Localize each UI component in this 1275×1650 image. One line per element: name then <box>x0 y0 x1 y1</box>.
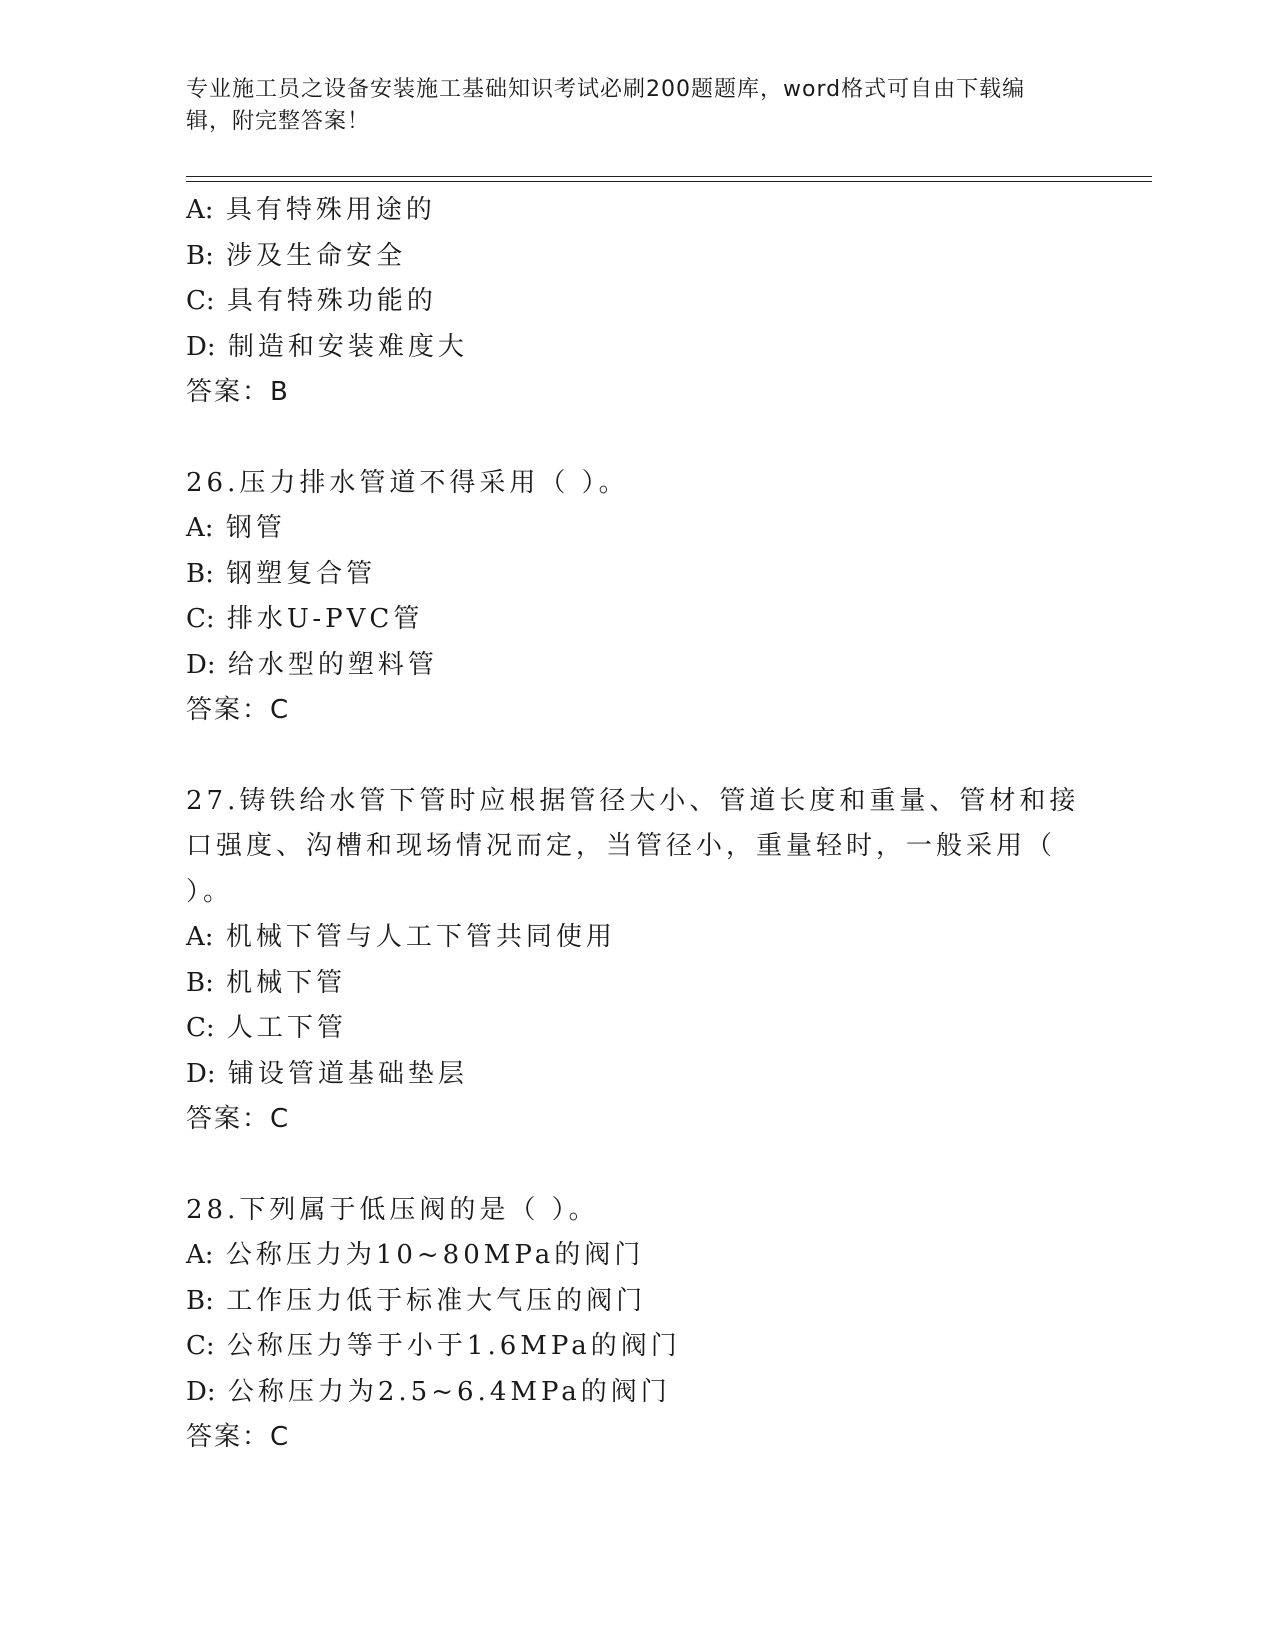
document-header: 专业施工员之设备安装施工基础知识考试必刷200题题库，word格式可自由下载编辑，附完整答案！ <box>186 77 1026 134</box>
question-block-26 <box>186 461 1136 734</box>
answer-label: 答案：C <box>186 695 291 725</box>
header-divider <box>186 176 1152 177</box>
option-c: C: 人工下管 <box>186 1013 347 1043</box>
option-b: B: 涉及生命安全 <box>186 240 407 271</box>
option-d: D: 铺设管道基础垫层 <box>186 1058 468 1089</box>
option-d: D: 公称压力为2.5~6.4MPa的阀门 <box>186 1376 671 1407</box>
option-b: B: 钢塑复合管 <box>186 558 377 589</box>
answer-label: 答案：C <box>186 1104 291 1134</box>
option-a: A: 机械下管与人工下管共同使用 <box>186 922 616 952</box>
option-b: B: 工作压力低于标准大气压的阀门 <box>186 1285 647 1316</box>
option-c: C: 排水U-PVC管 <box>186 604 424 634</box>
question-list <box>186 188 1136 1461</box>
answer-label: 答案：B <box>186 377 290 407</box>
option-d: D: 给水型的塑料管 <box>186 649 438 680</box>
option-c: C: 具有特殊功能的 <box>186 286 437 316</box>
question-text: 28.下列属于低压阀的是（ ）。 <box>186 1194 599 1225</box>
option-a: A: 钢管 <box>186 513 286 543</box>
option-d: D: 制造和安装难度大 <box>186 331 468 362</box>
question-block-27 <box>186 779 1136 1143</box>
question-block-28 <box>186 1188 1136 1461</box>
option-a: A: 具有特殊用途的 <box>186 195 436 225</box>
option-a: A: 公称压力为10~80MPa的阀门 <box>186 1240 645 1270</box>
option-b: B: 机械下管 <box>186 967 347 998</box>
question-text: 27.铸铁给水管下管时应根据管径大小、管道长度和重量、管材和接口强度、沟槽和现场情况而定，当管径小，重量轻时，一般采用（ ）。 <box>186 785 1080 907</box>
question-block-25 <box>186 188 1136 416</box>
question-text: 26.压力排水管道不得采用（ ）。 <box>186 467 629 498</box>
answer-label: 答案：C <box>186 1422 291 1452</box>
option-c: C: 公称压力等于小于1.6MPa的阀门 <box>186 1331 681 1361</box>
header-divider-secondary <box>186 181 1152 182</box>
